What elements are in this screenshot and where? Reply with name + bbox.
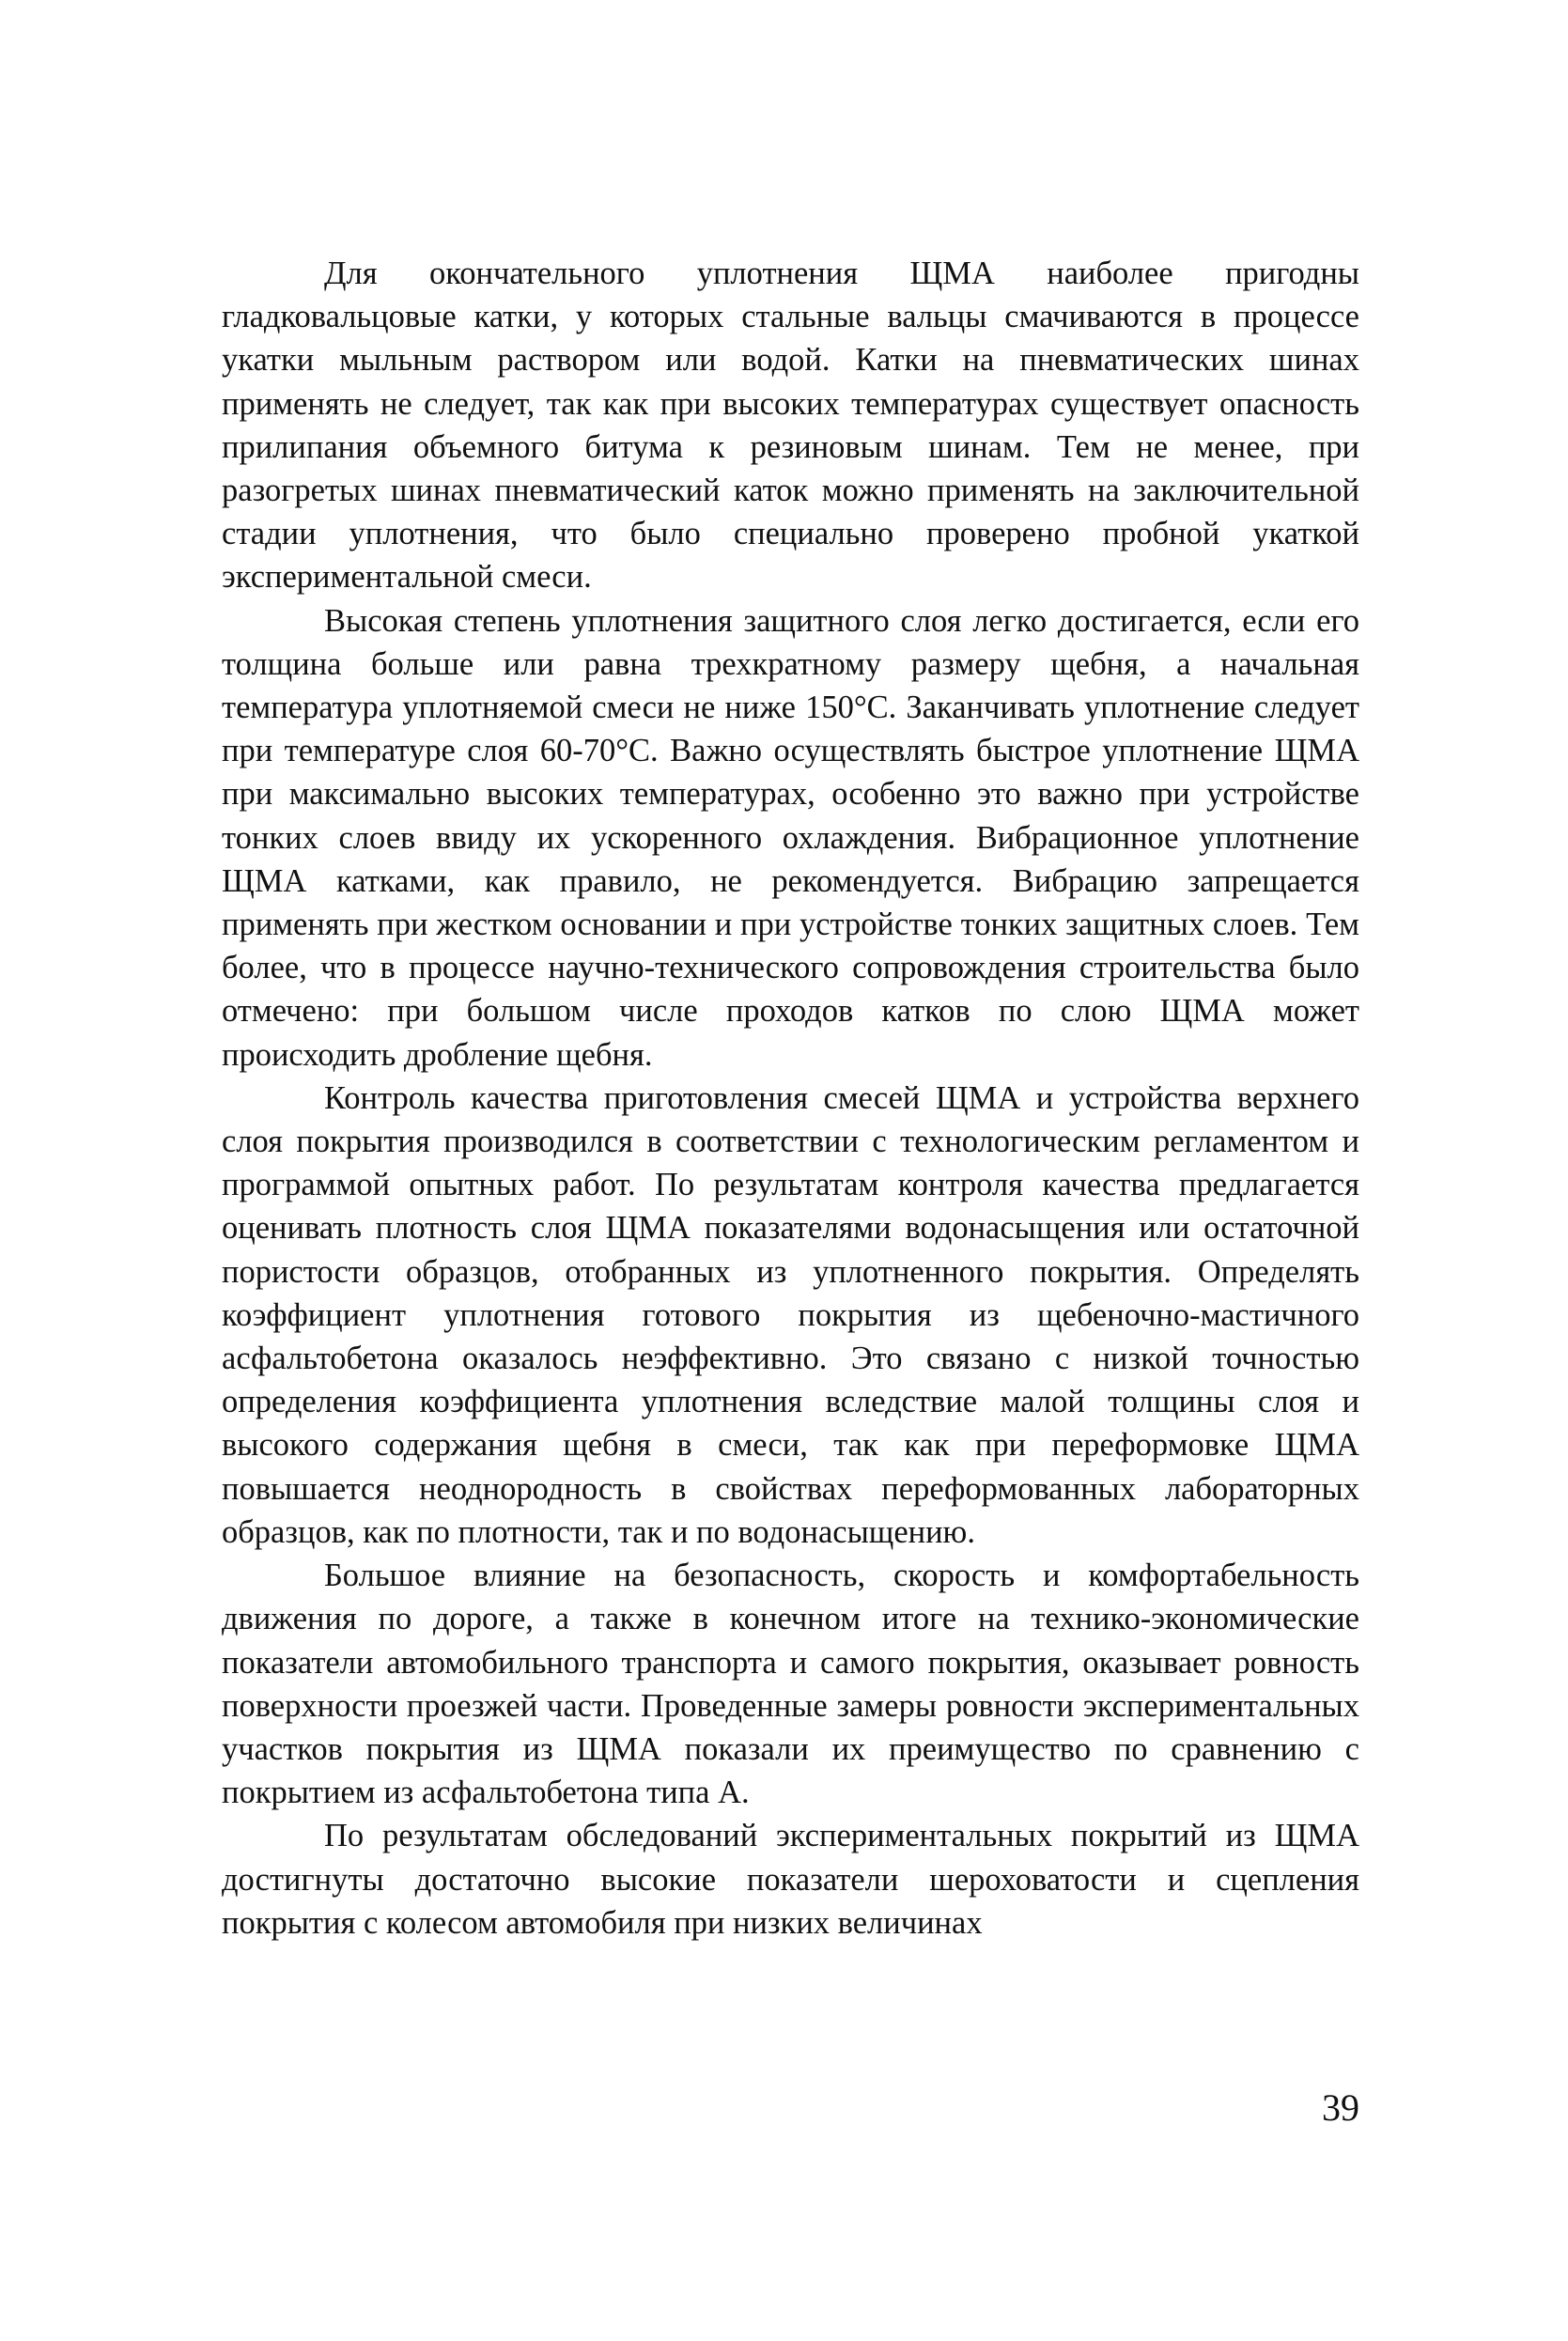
paragraph-1: Для окончательного уплотнения ЩМА наиболее пригодны гладковальцовые катки, у которых стальные вальцы смачиваются в процессе укатки мыльным раствором или водой. Катки на пневматических шинах применять не следует, так как при высоких температурах существует опасность прилипания объемного битума к резиновым шинам. Тем не менее, при разогретых шинах пневматический каток можно применять на заключительной стадии уплотнения, что было специально проверено пробной укаткой экспериментальной смеси. — [222, 256, 1359, 596]
paragraph-3: Контроль качества приготовления смесей ЩМА и устройства верхнего слоя покрытия производился в соответствии с технологическим регламентом и программой опытных работ. По результатам контроля качества предлагается оценивать плотность слоя ЩМА показателями водонасыщения или остаточной пористости образцов, отобранных из уплотненного покрытия. Определять коэффициент уплотнения готового покрытия из щебеночно-мастичного асфальтобетона оказалось неэффективно. Это связано с низкой точностью определения коэффициента уплотнения вследствие малой толщины слоя и высокого содержания щебня в смеси, так как при переформовке ЩМА повышается неоднородность в свойствах переформованных лабораторных образцов, как по плотности, так и по водонасыщению. — [222, 1079, 1359, 1550]
paragraph-2: Высокая степень уплотнения защитного слоя легко достигается, если его толщина больше или равна трехкратному размеру щебня, а начальная температура уплотняемой смеси не ниже 150°С. Заканчивать уплотнение следует при температуре слоя 60-70°С. Важно осуществлять быстрое уплотнение ЩМА при максимально высоких температурах, особенно это важно при устройстве тонких слоев ввиду их ускоренного охлаждения. Вибрационное уплотнение ЩМА катками, как правило, не рекомендуется. Вибрацию запрещается применять при жестком основании и при устройстве тонких защитных слоев. Тем более, что в процессе научно-технического сопровождения строительства было отмечено: при большом числе проходов катков по слою ЩМА может происходить дробление щебня. — [222, 602, 1359, 1073]
body-text — [222, 252, 1359, 1945]
paragraph-5: По результатам обследований экспериментальных покрытий из ЩМА достигнуты достаточно высокие показатели шероховатости и сцепления покрытия с колесом автомобиля при низких величинах — [222, 1818, 1359, 1941]
paragraph-4: Большое влияние на безопасность, скорость и комфортабельность движения по дороге, а также в конечном итоге на технико-экономические показатели автомобильного транспорта и самого покрытия, оказывает ровность поверхности проезжей части. Проведенные замеры ровности экспериментальных участков покрытия из ЩМА показали их преимущество по сравнению с покрытием из асфальтобетона типа А. — [222, 1558, 1359, 1811]
page-number: 39 — [1322, 2086, 1359, 2129]
